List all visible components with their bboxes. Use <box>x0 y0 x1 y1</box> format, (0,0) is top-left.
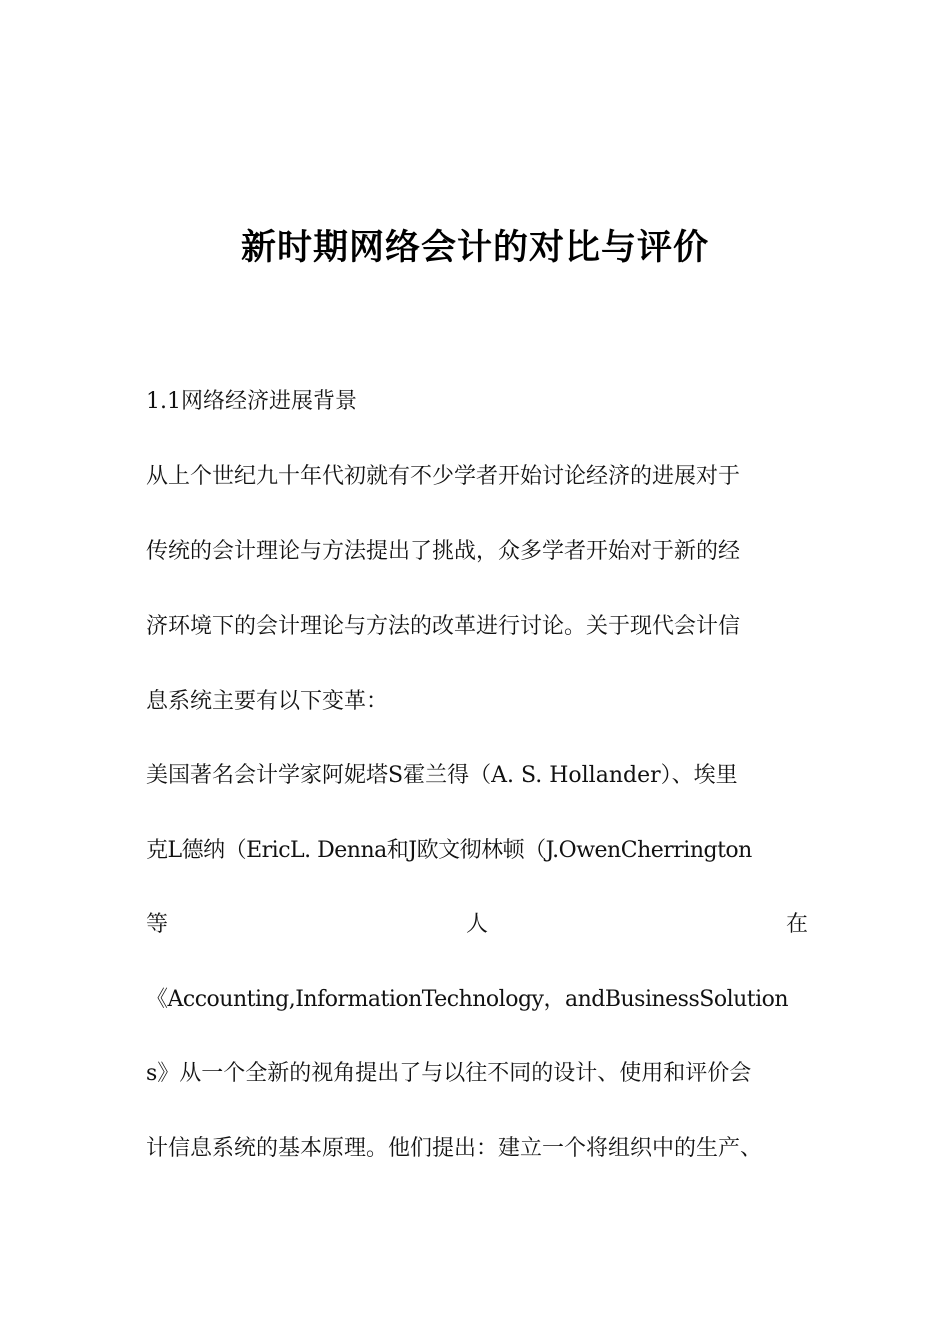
justified-word: 等 <box>146 912 169 937</box>
paragraph-line: s》从一个全新的视角提出了与以往不同的设计、使用和评价会 <box>146 1061 752 1086</box>
section-heading: 1.1网络经济进展背景 <box>146 389 357 414</box>
paragraph-line: 传统的会计理论与方法提出了挑战，众多学者开始对于新的经 <box>146 539 741 564</box>
paragraph-line: 济环境下的会计理论与方法的改革进行讨论。关于现代会计信 <box>146 614 741 639</box>
paragraph-line: 从上个世纪九十年代初就有不少学者开始讨论经济的进展对于 <box>146 464 741 489</box>
document-title: 新时期网络会计的对比与评价 <box>240 228 709 268</box>
justified-word: 在 <box>785 912 808 937</box>
paragraph-line: 美国著名会计学家阿妮塔S霍兰得（A. S. Hollander）、埃里 <box>146 763 738 788</box>
justified-line <box>146 909 808 941</box>
paragraph-line: 克L德纳（EricL. Denna和J欧文彻林顿（J.OwenCherrington <box>146 838 752 863</box>
paragraph-line: 计信息系统的基本原理。他们提出：建立一个将组织中的生产、 <box>146 1136 763 1161</box>
paragraph-line: 《Accounting,InformationTechnology，andBusinessSolution <box>146 987 789 1012</box>
paragraph-line: 息系统主要有以下变革： <box>146 689 389 714</box>
justified-word: 人 <box>465 912 488 937</box>
